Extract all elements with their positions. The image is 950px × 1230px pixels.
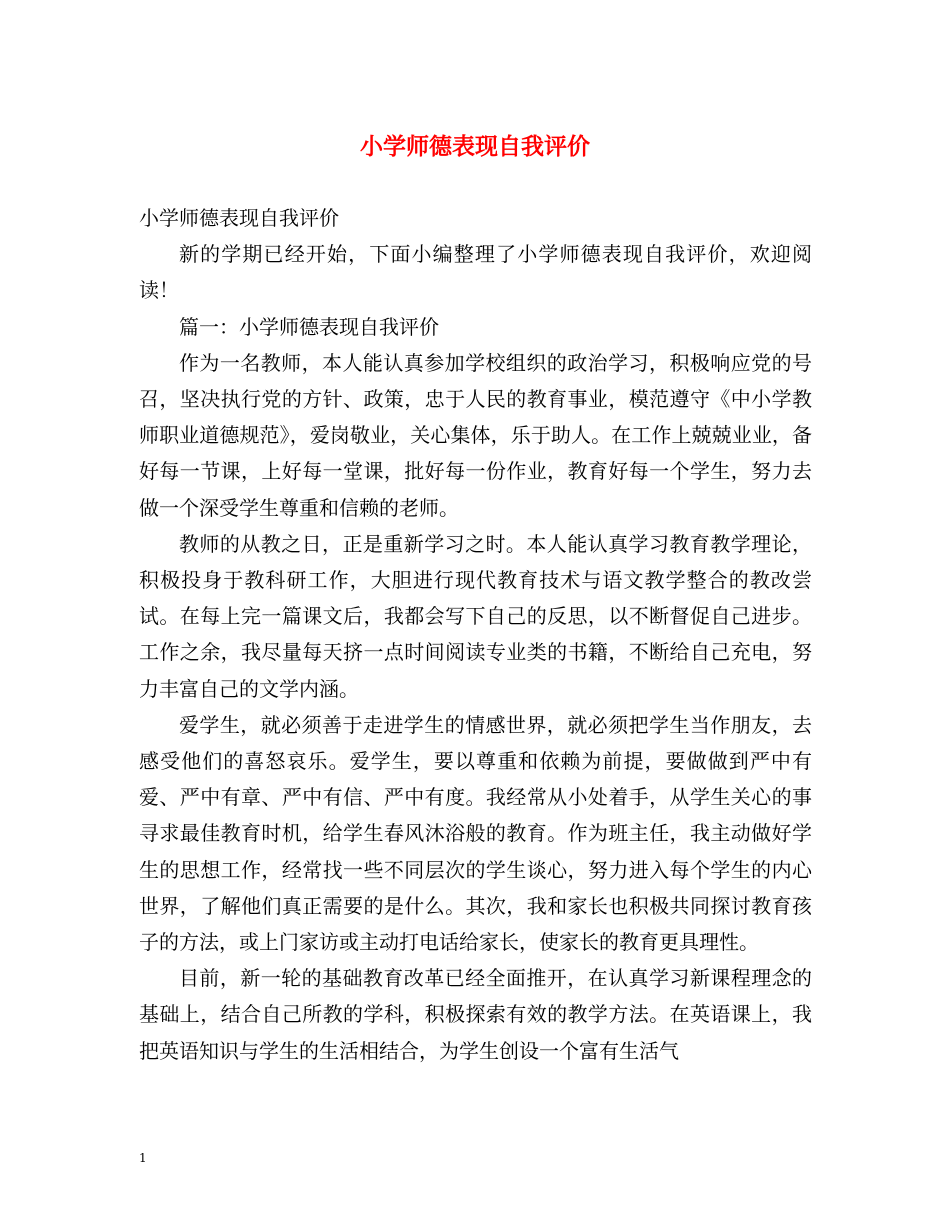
paragraph-intro: 新的学期已经开始，下面小编整理了小学师德表现自我评价，欢迎阅读！: [139, 242, 812, 303]
document-title: 小学师德表现自我评价: [360, 133, 590, 160]
document-body: [139, 200, 812, 1069]
paragraph: 爱学生，就必须善于走进学生的情感世界，就必须把学生当作朋友，去感受他们的喜怒哀乐。爱学生，要以尊重和依赖为前提，要做做到严中有爱、严中有章、严中有信、严中有度。我经常从小处着手，从学生关心的事寻求最佳教育时机，给学生春风沐浴般的教育。作为班主任，我主动做好学生的思想工作，经常找一些不同层次的学生谈心，努力进入每个学生的内心世界，了解他们真正需要的是什么。其次，我和家长也积极共同探讨教育孩子的方法，或上门家访或主动打电话给家长，使家长的教育更具理性。: [139, 712, 812, 955]
paragraph: 作为一名教师，本人能认真参加学校组织的政治学习，积极响应党的号召，坚决执行党的方针、政策，忠于人民的教育事业，模范遵守《中小学教师职业道德规范》，爱岗敬业，关心集体，乐于助人。在工作上兢兢业业，备好每一节课，上好每一堂课，批好每一份作业，教育好每一个学生，努力去做一个深受学生尊重和信赖的老师。: [139, 350, 812, 520]
paragraph-section-title: 篇一：小学师德表现自我评价: [179, 314, 439, 339]
paragraph-heading: 小学师德表现自我评价: [139, 206, 339, 230]
paragraph: 目前，新一轮的基础教育改革已经全面推开，在认真学习新课程理念的基础上，结合自己所教的学科，积极探索有效的教学方法。在英语课上，我把英语知识与学生的生活相结合，为学生创设一个富有生活气: [139, 966, 812, 1063]
paragraph: 教师的从教之日，正是重新学习之时。本人能认真学习教育教学理论，积极投身于教科研工作，大胆进行现代教育技术与语文教学整合的教改尝试。在每上完一篇课文后，我都会写下自己的反思，以不断督促自己进步。工作之余，我尽量每天挤一点时间阅读专业类的书籍，不断给自己充电，努力丰富自己的文学内涵。: [139, 531, 812, 701]
page-number: 1: [139, 1151, 147, 1165]
